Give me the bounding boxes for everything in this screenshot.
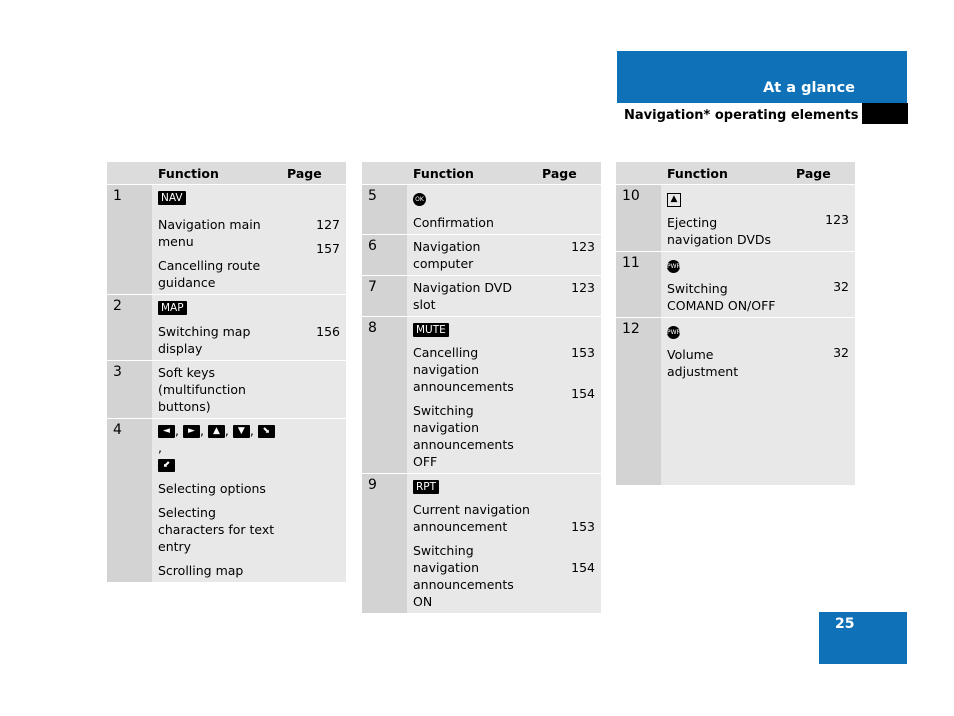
item-number: 3 — [113, 364, 122, 380]
function-text: Switching navigation announcements OFF — [413, 403, 514, 469]
function-text: Cancelling route guidance — [158, 258, 261, 290]
page-ref: 154 — [571, 560, 595, 575]
function-table-3 — [616, 162, 855, 485]
page-ref: 153 — [571, 345, 595, 360]
page-ref: 123 — [825, 212, 849, 227]
item-number: 8 — [368, 320, 377, 336]
function-text: Confirmation — [413, 215, 494, 230]
page-ref: 153 — [571, 519, 595, 534]
header-page: Page — [790, 162, 855, 185]
item-number: 7 — [368, 279, 377, 295]
table-row — [362, 235, 601, 276]
function-table-1 — [107, 162, 346, 582]
table-row — [616, 252, 855, 318]
diagonal-down-arrow-icon: ⬊ — [258, 425, 275, 438]
right-arrow-icon: ► — [183, 425, 200, 438]
item-number: 5 — [368, 188, 377, 204]
up-arrow-icon: ▲ — [208, 425, 225, 438]
function-text: Navigation computer — [413, 239, 481, 271]
nav-button-icon: NAV — [158, 191, 186, 205]
mute-button-icon: MUTE — [413, 323, 449, 337]
volume-knob-icon: PWR — [667, 326, 680, 339]
power-knob-icon: PWR — [667, 260, 680, 273]
table-row — [616, 318, 855, 486]
function-text: Scrolling map — [158, 563, 244, 578]
item-number: 11 — [622, 255, 640, 271]
function-text: Selecting options — [158, 481, 266, 496]
function-text: Switching navigation announcements ON — [413, 543, 514, 609]
header-function: Function — [661, 162, 790, 185]
table-row — [362, 474, 601, 614]
function-text: Switching COMAND ON/OFF — [667, 281, 776, 313]
eject-icon: ▲ — [667, 193, 681, 207]
table-row — [362, 185, 601, 235]
page-ref: 123 — [571, 280, 595, 295]
header-number — [362, 162, 407, 185]
map-button-icon: MAP — [158, 301, 187, 315]
page-ref: 157 — [316, 241, 340, 256]
header-page: Page — [536, 162, 601, 185]
diagonal-up-arrow-icon: ⬋ — [158, 459, 175, 472]
function-text: Soft keys (multifunction buttons) — [158, 365, 246, 414]
ok-knob-icon: OK — [413, 193, 426, 206]
page-ref — [281, 361, 346, 364]
header-number — [616, 162, 661, 185]
function-text: Cancelling navigation announcements — [413, 345, 514, 394]
header-page: Page — [281, 162, 346, 185]
table-row — [107, 361, 346, 419]
page-ref: 154 — [571, 386, 595, 401]
section-tab-marker — [862, 103, 908, 124]
header-bar — [617, 51, 907, 103]
item-number: 12 — [622, 321, 640, 337]
item-number: 10 — [622, 188, 640, 204]
page-number: 25 — [835, 616, 855, 632]
function-text: Navigation DVD slot — [413, 280, 512, 312]
table-row — [107, 295, 346, 361]
function-text: Navigation main menu — [158, 217, 261, 249]
page-number-box — [819, 612, 907, 664]
page-ref: 156 — [316, 324, 340, 339]
function-text: Volume adjustment — [667, 347, 739, 379]
table-row — [616, 185, 855, 252]
page-ref: 32 — [833, 345, 849, 360]
left-arrow-icon: ◄ — [158, 425, 175, 438]
page-ref: 32 — [833, 279, 849, 294]
table-row — [107, 185, 346, 295]
item-number: 1 — [113, 188, 122, 204]
function-text: Current navigation announcement — [413, 502, 530, 534]
section-title: At a glance — [763, 80, 855, 96]
item-number: 6 — [368, 238, 377, 254]
table-row — [362, 317, 601, 474]
item-number: 4 — [113, 422, 122, 438]
down-arrow-icon: ▼ — [233, 425, 250, 438]
function-table-2 — [362, 162, 601, 613]
header-number — [107, 162, 152, 185]
function-text: Selecting characters for text entry — [158, 505, 275, 554]
function-text: Switching map display — [158, 324, 251, 356]
header-function: Function — [407, 162, 536, 185]
page-ref: 127 — [316, 217, 340, 232]
table-row: 4 ◄ , ► , ▲ , ▼ , ⬊, ⬋ Selecting options Selecting characters for text entry Scrolling map — [107, 419, 346, 583]
page-ref: 123 — [571, 239, 595, 254]
section-subtitle: Navigation* operating elements — [624, 108, 859, 123]
item-number: 2 — [113, 298, 122, 314]
function-text: Ejecting navigation DVDs — [667, 215, 772, 247]
table-row — [362, 276, 601, 317]
rpt-button-icon: RPT — [413, 480, 439, 494]
header-function: Function — [152, 162, 281, 185]
item-number: 9 — [368, 477, 377, 493]
